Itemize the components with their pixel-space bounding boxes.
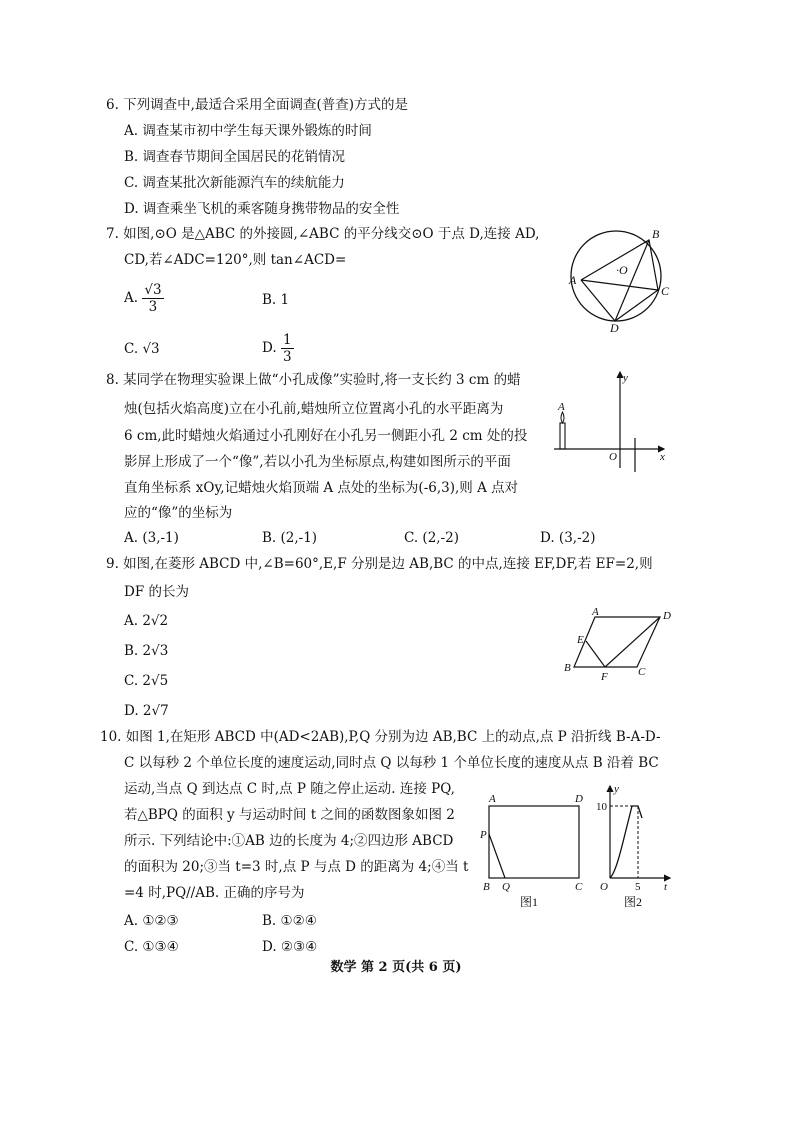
q10-line6: 的面积为 20;③当 t=3 时,点 P 与点 D 的距离为 4;④当 t xyxy=(124,859,469,875)
q7-option-c-label: C. xyxy=(124,341,139,357)
label-a: A xyxy=(569,273,577,287)
label-d: D xyxy=(610,321,619,334)
option-label: D. 2 xyxy=(124,703,152,719)
label-a: A xyxy=(558,401,565,413)
q10-line1: 10. 如图 1,在矩形 ABCD 中(AD<2AB),P,Q 分别为边 AB,BC 上的动点,点 P 沿折线 B-A-D- xyxy=(100,729,661,745)
q6-option-d: D. 调查乘坐飞机的乘客随身携带物品的安全性 xyxy=(124,201,400,217)
q10-line2: C 以每秒 2 个单位长度的速度运动,同时点 Q 以每秒 1 个单位长度的速度从点 B 沿着 BC xyxy=(124,755,659,771)
page-footer: 数学 第 2 页(共 6 页) xyxy=(330,960,462,975)
q8-line2: 烛(包括火焰高度)立在小孔前,蜡烛所立位置离小孔的水平距离为 xyxy=(124,401,504,417)
q6-option-c: C. 调查某批次新能源汽车的续航能力 xyxy=(124,175,345,191)
label-a: A xyxy=(592,606,599,618)
q8-option-c: C. (2,-2) xyxy=(404,530,459,546)
q7-option-b: B. 1 xyxy=(262,292,290,308)
q8-line1: 8. 某同学在物理实验课上做“小孔成像”实验时,将一支长约 3 cm 的蜡 xyxy=(106,372,521,388)
segment-pq xyxy=(489,834,505,878)
label-e: E xyxy=(577,634,584,646)
label-ten: 10 xyxy=(596,801,607,813)
q10-option-a: A. ①②③ xyxy=(124,913,179,929)
label-t: t xyxy=(664,881,668,893)
candle-flame xyxy=(561,412,564,423)
label-b: B xyxy=(652,227,660,241)
q8-option-b: B. (2,-1) xyxy=(262,530,318,546)
option-label: C. 2 xyxy=(124,673,152,689)
label-y: y xyxy=(623,372,628,384)
q9-option-b xyxy=(124,642,168,660)
label-b: B xyxy=(564,662,571,674)
label-f: F xyxy=(601,671,608,683)
option-radical: √3 xyxy=(151,643,169,659)
q7-circle-figure xyxy=(560,222,680,334)
fraction-denominator: 3 xyxy=(282,349,292,365)
q8-option-d: D. (3,-2) xyxy=(540,530,596,546)
q10-line3: 运动,当点 Q 到达点 C 时,点 P 随之停止运动. 连接 PQ, xyxy=(124,781,455,797)
q7-stem-line2: CD,若∠ADC=120°,则 tan∠ACD= xyxy=(124,252,347,268)
rectangle-abcd xyxy=(489,806,579,878)
q8-line3: 6 cm,此时蜡烛火焰通过小孔刚好在小孔另一侧距小孔 2 cm 处的投 xyxy=(124,428,528,444)
label-five: 5 xyxy=(635,881,641,893)
q8-line5: 直角坐标系 xOy,记蜡烛火焰顶端 A 点处的坐标为(-6,3),则 A 点对 xyxy=(124,480,519,496)
label-o: ·O xyxy=(616,263,628,277)
q10-line4: 若△BPQ 的面积 y 与运动时间 t 之间的函数图象如图 2 xyxy=(124,807,455,823)
q7-option-d-fraction xyxy=(281,332,294,365)
fraction-numerator: √3 xyxy=(144,282,162,298)
q10-figure2-graph xyxy=(594,780,674,908)
q6-option-a: A. 调查某市初中学生每天课外锻炼的时间 xyxy=(124,123,372,139)
label-o: O xyxy=(600,881,608,893)
q8-line4: 影屏上形成了一个“像”,若以小孔为坐标原点,构建如图所示的平面 xyxy=(124,454,511,470)
q9-option-a xyxy=(124,612,168,630)
segment-df xyxy=(605,617,660,667)
figure1-caption: 图1 xyxy=(520,895,539,908)
function-curve xyxy=(610,806,642,878)
q10-option-b: B. ①②④ xyxy=(262,913,317,929)
q7-option-a-label: A. xyxy=(124,290,139,306)
q9-option-d xyxy=(124,702,169,720)
q7-option-c-value: √3 xyxy=(142,341,160,357)
q10-line5: 所示. 下列结论中:①AB 边的长度为 4;②四边形 ABCD xyxy=(124,833,454,849)
label-p: P xyxy=(480,829,487,841)
q7-option-d-label: D. xyxy=(262,340,277,356)
q9-option-c xyxy=(124,672,168,690)
label-x: x xyxy=(660,451,665,463)
q9-stem-line2: DF 的长为 xyxy=(124,584,189,600)
q7-option-a-fraction xyxy=(142,282,163,315)
q8-option-a: A. (3,-1) xyxy=(124,530,179,546)
label-d: D xyxy=(575,793,583,805)
label-a: A xyxy=(489,793,496,805)
q10-option-c: C. ①③④ xyxy=(124,939,179,955)
q9-stem-line1: 9. 如图,在菱形 ABCD 中,∠B=60°,E,F 分别是边 AB,BC 的中点,连接 EF,DF,若 EF=2,则 xyxy=(106,556,653,572)
option-radical: √2 xyxy=(150,613,169,629)
option-label: B. 2 xyxy=(124,643,152,659)
q6-option-b: B. 调查春节期间全国居民的花销情况 xyxy=(124,149,346,165)
option-radical: √5 xyxy=(151,673,169,689)
option-radical: √7 xyxy=(151,703,169,719)
fraction-denominator: 3 xyxy=(148,299,158,315)
q8-coordinate-figure xyxy=(552,368,670,472)
q7-option-d xyxy=(262,332,294,365)
option-label: A. 2 xyxy=(124,613,151,629)
q10-option-d: D. ②③④ xyxy=(262,939,318,955)
label-b: B xyxy=(483,881,490,893)
label-o: O xyxy=(609,451,617,463)
figure2-caption: 图2 xyxy=(624,895,643,908)
label-y: y xyxy=(614,783,619,795)
label-c: C xyxy=(638,666,646,678)
q7-stem-line1: 7. 如图,⊙O 是△ABC 的外接圆,∠ABC 的平分线交⊙O 于点 D,连接 AD, xyxy=(106,226,540,242)
candle xyxy=(560,423,565,449)
q7-option-a xyxy=(124,282,164,315)
q10-line7: =4 时,PQ//AB. 正确的序号为 xyxy=(124,885,305,901)
q9-rhombus-figure xyxy=(560,605,678,683)
fraction-numerator: 1 xyxy=(282,332,292,348)
segment-ef xyxy=(586,641,605,667)
q8-line6: 应的“像”的坐标为 xyxy=(124,505,233,521)
label-q: Q xyxy=(502,881,510,893)
q6-stem: 6. 下列调查中,最适合采用全面调查(普查)方式的是 xyxy=(106,97,408,113)
q7-option-c xyxy=(124,340,160,358)
q10-figure1-rectangle xyxy=(478,790,590,908)
label-d: D xyxy=(663,610,671,622)
label-c: C xyxy=(575,881,583,893)
label-c: C xyxy=(661,284,670,298)
